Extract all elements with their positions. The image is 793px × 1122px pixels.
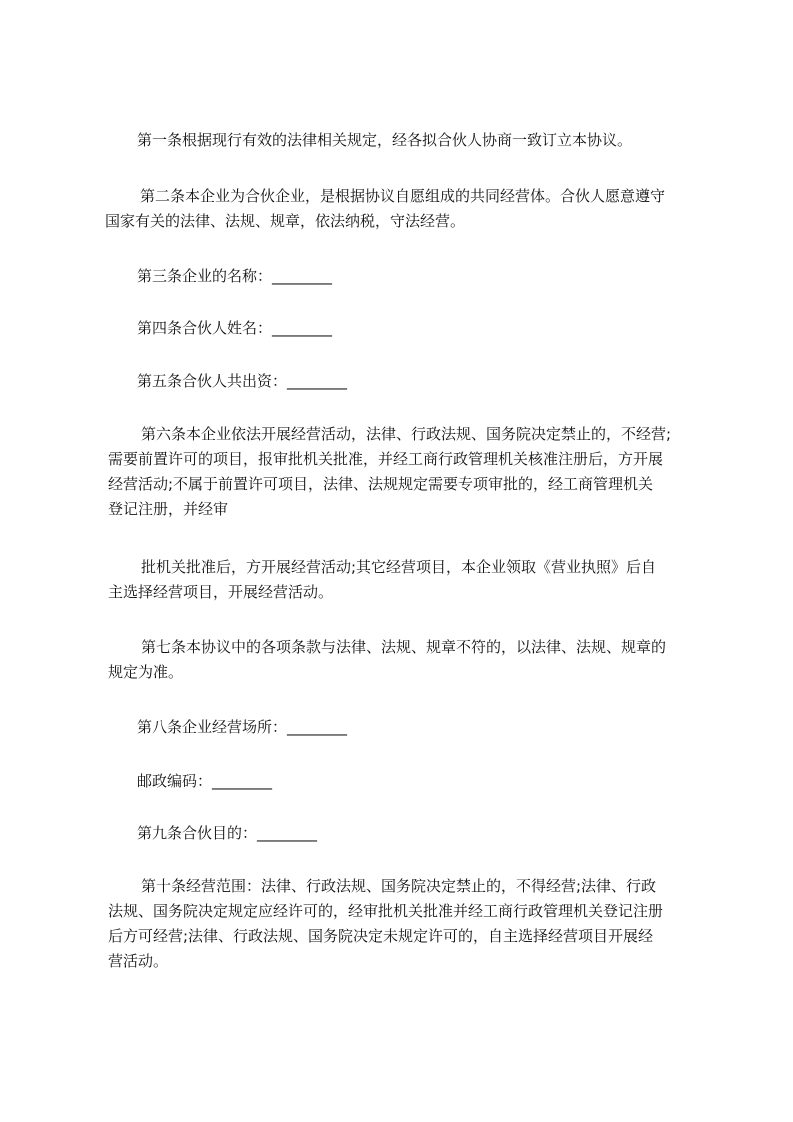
article-line: 第五条合伙人共出资：________ bbox=[137, 372, 348, 390]
article-5 bbox=[137, 369, 347, 394]
article-4 bbox=[137, 316, 332, 341]
article-10 bbox=[108, 874, 663, 974]
article-line: 国家有关的法律、法规、规章，依法纳税，守法经营。 bbox=[105, 212, 466, 230]
article-line: 第二条本企业为合伙企业，是根据协议自愿组成的共同经营体。合伙人愿意遵守 bbox=[140, 187, 666, 205]
article-line: 规定为准。 bbox=[108, 663, 184, 681]
article-line: 批机关批准后，方开展经营活动;其它经营项目，本企业领取《营业执照》后自 bbox=[141, 558, 657, 576]
article-2 bbox=[105, 184, 665, 234]
article-1 bbox=[137, 128, 632, 153]
article-6-continued bbox=[108, 555, 656, 605]
article-line: 需要前置许可的项目，报审批机关批准，并经工商行政管理机关核准注册后，方开展 bbox=[108, 450, 664, 468]
article-line: 主选择经营项目，开展经营活动。 bbox=[108, 583, 334, 601]
article-6 bbox=[108, 422, 671, 522]
article-8 bbox=[137, 715, 347, 740]
article-line: 第七条本协议中的各项条款与法律、法规、规章不符的，以法律、法规、规章的 bbox=[141, 638, 667, 656]
article-line: 后方可经营;法律、行政法规、国务院决定未规定许可的，自主选择经营项目开展经 bbox=[108, 927, 654, 945]
article-7 bbox=[108, 635, 666, 685]
article-line: 第四条合伙人姓名：________ bbox=[137, 319, 333, 337]
postal-code bbox=[137, 769, 272, 794]
article-line: 登记注册，并经审 bbox=[108, 500, 229, 518]
article-line: 第十条经营范围：法律、行政法规、国务院决定禁止的，不得经营;法律、行政 bbox=[141, 877, 657, 895]
article-line: 第八条企业经营场所：________ bbox=[137, 718, 348, 736]
article-line: 第三条企业的名称：________ bbox=[137, 267, 333, 285]
article-line: 营活动。 bbox=[108, 952, 169, 970]
article-line: 第六条本企业依法开展经营活动，法律、行政法规、国务院决定禁止的，不经营; bbox=[141, 425, 672, 443]
article-line: 经营活动;不属于前置许可项目，法律、法规规定需要专项审批的，经工商管理机关 bbox=[108, 475, 654, 493]
article-3 bbox=[137, 264, 332, 289]
article-line: 第一条根据现行有效的法律相关规定，经各拟合伙人协商一致订立本协议。 bbox=[137, 131, 633, 149]
article-9 bbox=[137, 821, 317, 846]
article-line: 法规、国务院决定规定应经许可的，经审批机关批准并经工商行政管理机关登记注册 bbox=[108, 902, 664, 920]
article-line: 邮政编码：________ bbox=[137, 772, 273, 790]
article-line: 第九条合伙目的：________ bbox=[137, 824, 318, 842]
